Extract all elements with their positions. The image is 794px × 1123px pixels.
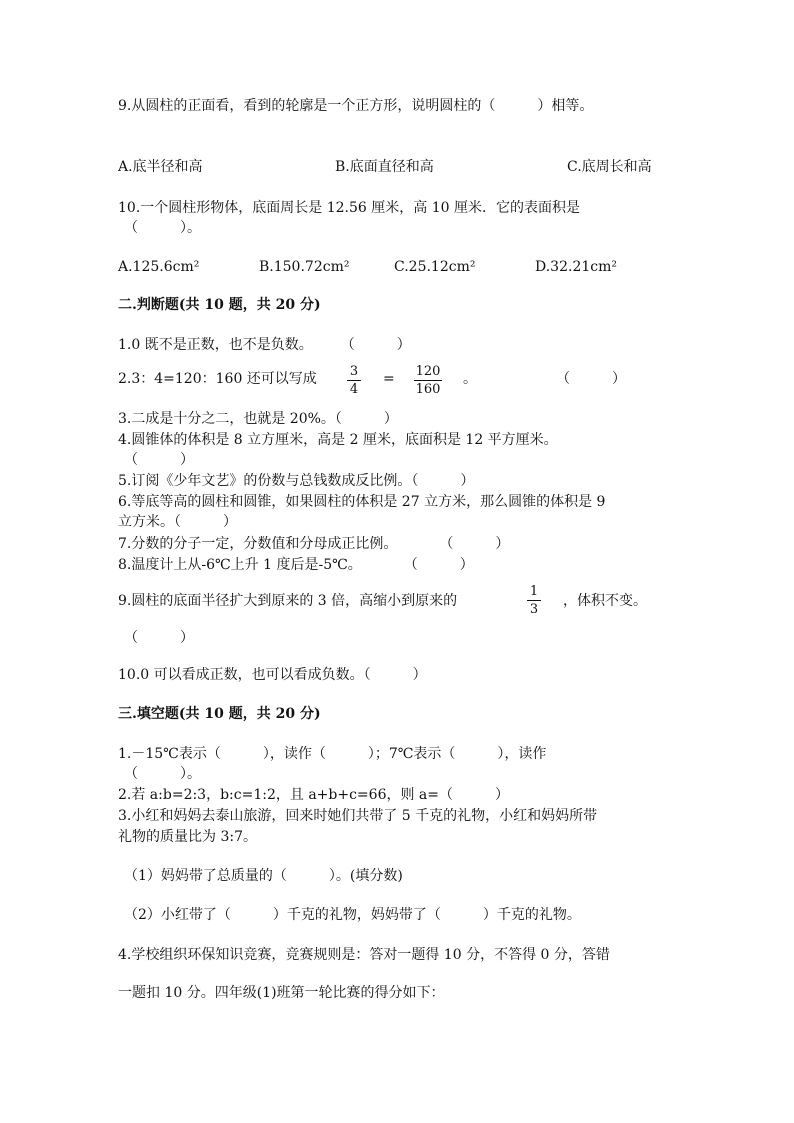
question-10-line1: 10.一个圆柱形物体，底面周长是 12.56 厘米，高 10 厘米．它的表面积是 — [118, 200, 580, 216]
judge-question-4-line1: 4.圆锥体的体积是 8 立方厘米，高是 2 厘米，底面积是 12 平方厘米。 — [118, 432, 558, 448]
fill-question-1-line1: 1.－15℃表示（ ），读作（ ）；7℃表示（ ），读作 — [118, 746, 547, 762]
q10-option-d: D.32.21cm² — [535, 259, 617, 275]
fraction-3-4 — [347, 364, 361, 397]
fill-question-2: 2.若 a:b=2:3，b:c=1:2，且 a+b+c=66，则 a=（ ） — [118, 787, 510, 803]
fill-question-1-line2: （ ）。 — [124, 766, 201, 782]
q10-option-b: B.150.72cm² — [259, 259, 350, 275]
judge-question-9-text: 9.圆柱的底面半径扩大到原来的 3 倍，高缩小到原来的 — [118, 593, 458, 609]
fill-question-4-line2: 一题扣 10 分。四年级(1)班第一轮比赛的得分如下： — [118, 985, 445, 1001]
judge-question-9-end: ，体积不变。 — [563, 593, 647, 609]
judge-question-8: 8.温度计上从-6℃上升 1 度后是-5℃。 （ ） — [118, 557, 474, 573]
fraction-numerator: 1 — [529, 584, 539, 599]
question-10-line2: （ ）。 — [124, 220, 201, 236]
judge-question-1: 1.0 既不是正数，也不是负数。 （ ） — [118, 337, 411, 353]
judge-question-4-line2: （ ） — [124, 452, 194, 468]
equals-sign: = — [383, 371, 395, 387]
fraction-bar — [527, 600, 541, 601]
q9-option-c: C.底周长和高 — [567, 159, 652, 175]
fraction-numerator: 3 — [349, 364, 359, 379]
q10-option-c: C.25.12cm² — [394, 259, 476, 275]
section-2-title: 二.判断题(共 10 题，共 20 分) — [118, 297, 321, 313]
fraction-denominator: 3 — [529, 602, 539, 617]
q9-option-b: B.底面直径和高 — [335, 159, 434, 175]
fill-question-3-line1: 3.小红和妈妈去泰山旅游，回来时她们共带了 5 千克的礼物，小红和妈妈所带 — [118, 808, 598, 824]
judge-question-6-line1: 6.等底等高的圆柱和圆锥，如果圆柱的体积是 27 立方米，那么圆锥的体积是 9 — [118, 494, 606, 510]
fraction-denominator: 160 — [415, 382, 441, 397]
judge-question-6-line2: 立方米。（ ） — [118, 514, 237, 530]
fill-question-3-sub2: （2）小红带了（ ）千克的礼物，妈妈带了（ ）千克的礼物。 — [124, 907, 581, 923]
fraction-bar — [414, 380, 442, 381]
fraction-1-3 — [527, 584, 541, 617]
fill-question-3-line2: 礼物的质量比为 3:7。 — [118, 829, 257, 845]
fill-question-3-sub1: （1）妈妈带了总质量的（ ）。(填分数) — [124, 868, 403, 884]
judge-question-9-paren: （ ） — [124, 630, 194, 646]
fraction-denominator: 4 — [349, 382, 359, 397]
judge-question-2-paren: （ ） — [556, 371, 626, 387]
q10-option-a: A.125.6cm² — [118, 259, 200, 275]
question-9: 9.从圆柱的正面看，看到的轮廓是一个正方形，说明圆柱的（ ）相等。 — [118, 98, 594, 114]
judge-question-10: 10.0 可以看成正数，也可以看成负数。（ ） — [118, 667, 427, 683]
section-3-title: 三.填空题(共 10 题，共 20 分) — [118, 706, 321, 722]
fraction-numerator: 120 — [415, 364, 441, 379]
fraction-120-160 — [414, 364, 442, 397]
judge-question-7: 7.分数的分子一定，分数值和分母成正比例。 （ ） — [118, 536, 510, 552]
judge-question-3: 3.二成是十分之二，也就是 20%。（ ） — [118, 411, 398, 427]
judge-question-2-text: 2.3：4=120：160 还可以写成 — [118, 371, 317, 387]
q9-option-a: A.底半径和高 — [118, 159, 203, 175]
fill-question-4-line1: 4.学校组织环保知识竞赛，竞赛规则是：答对一题得 10 分，不答得 0 分，答错 — [118, 947, 610, 963]
judge-question-2-end: 。 — [463, 371, 477, 387]
fraction-bar — [347, 380, 361, 381]
judge-question-5: 5.订阅《少年文艺》的份数与总钱数成反比例。（ ） — [118, 473, 475, 489]
